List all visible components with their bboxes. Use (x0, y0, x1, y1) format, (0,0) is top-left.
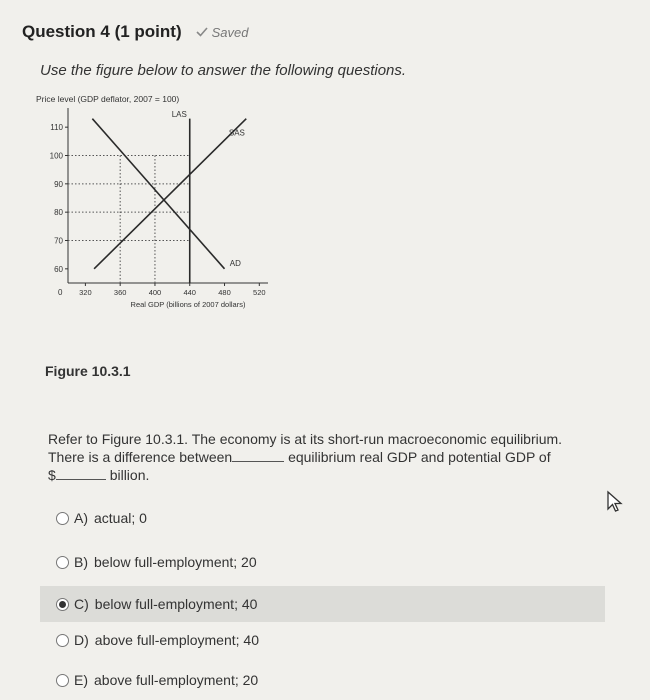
choice-text: actual; 0 (94, 510, 147, 526)
answer-choice-b[interactable] (40, 544, 605, 580)
question-title: Question 4 (1 point) (22, 22, 182, 41)
x-tick-label: 480 (218, 288, 231, 297)
figure-chart (28, 88, 278, 328)
choice-text: above full-employment; 40 (94, 632, 259, 648)
prompt-text-3: equilibrium real GDP and potential GDP of (288, 449, 551, 465)
x-tick-label: 360 (113, 288, 127, 297)
choice-text: above full-employment; 20 (94, 672, 259, 688)
choice-text: below full-employment; 20 (94, 554, 257, 570)
question-prompt (48, 430, 608, 484)
y-tick-label: 90 (54, 179, 63, 189)
y-tick-label: 80 (54, 208, 63, 218)
curve-label-ad: AD (229, 259, 241, 268)
prompt-text-5: billion. (109, 467, 150, 483)
radio-button[interactable] (56, 556, 69, 569)
figure-caption: Figure 10.3.1 (45, 363, 131, 379)
question-header (22, 22, 248, 42)
prompt-text-4: $ (48, 467, 56, 483)
origin-label: 0 (58, 288, 63, 297)
y-tick-label: 100 (49, 151, 63, 161)
radio-button[interactable] (56, 674, 69, 687)
answer-choice-e[interactable] (40, 662, 605, 698)
answer-choice-a[interactable] (40, 500, 605, 536)
prompt-text-2: There is a difference between (48, 449, 233, 465)
choice-letter: C) (74, 596, 89, 612)
choice-letter: D) (74, 632, 89, 648)
choice-letter: A) (74, 510, 88, 526)
curve-sas (94, 119, 246, 269)
radio-button[interactable] (56, 634, 69, 647)
curve-ad (92, 119, 224, 269)
answer-blank-2 (56, 479, 106, 480)
check-icon (196, 26, 208, 38)
question-instruction: Use the figure below to answer the following questions. (40, 62, 407, 79)
y-tick-label: 60 (54, 264, 63, 274)
x-tick-label: 440 (183, 288, 196, 297)
prompt-text-1: Refer to Figure 10.3.1. The economy is at its short-run macroeconomic equilibrium. (48, 431, 563, 447)
curve-label-sas: SAS (228, 128, 245, 138)
choice-letter: E) (74, 672, 88, 688)
choice-letter: B) (74, 554, 88, 570)
saved-status (196, 25, 249, 40)
y-tick-label: 70 (54, 236, 63, 246)
x-axis-label: Real GDP (billions of 2007 dollars) (130, 300, 246, 309)
choice-text: below full-employment; 40 (94, 596, 258, 612)
saved-label: Saved (211, 24, 249, 40)
answer-choice-c[interactable] (40, 586, 605, 622)
x-tick-label: 520 (253, 288, 266, 297)
y-axis-label: Price level (GDP deflator, 2007 = 100) (36, 94, 180, 104)
radio-button[interactable] (56, 598, 69, 611)
y-tick-label: 110 (50, 123, 63, 133)
x-tick-label: 400 (148, 288, 162, 297)
answer-blank-1 (232, 461, 284, 462)
mouse-cursor-icon (606, 490, 624, 514)
x-tick-label: 320 (79, 288, 92, 297)
radio-selected-dot (59, 601, 66, 608)
curve-label-las: LAS (171, 110, 187, 119)
radio-button[interactable] (56, 512, 69, 525)
answer-choice-d[interactable] (40, 622, 605, 658)
